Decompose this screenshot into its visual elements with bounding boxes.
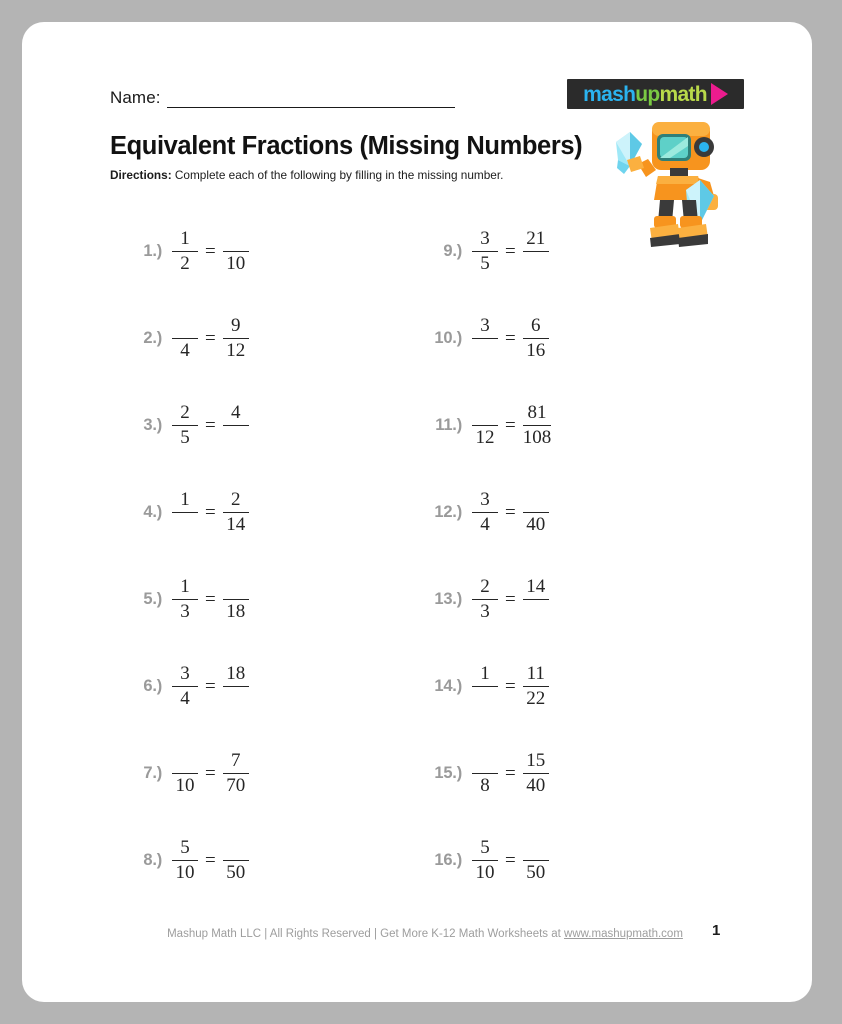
page-title: Equivalent Fractions (Missing Numbers) <box>110 132 583 160</box>
left-fraction <box>172 664 198 709</box>
fraction-bar <box>172 425 198 426</box>
right-numerator: 4 <box>230 402 241 423</box>
right-denominator: 18 <box>226 601 246 622</box>
right-denominator: 12 <box>226 340 246 361</box>
left-denominator: 4 <box>480 514 490 535</box>
equation <box>472 490 549 535</box>
right-numerator: 6 <box>530 315 541 336</box>
equals-sign: = <box>205 675 216 697</box>
left-fraction <box>472 229 498 274</box>
left-numerator-blank[interactable] <box>175 316 195 336</box>
equals-sign: = <box>205 501 216 523</box>
right-numerator: 9 <box>230 315 241 336</box>
right-denominator-blank[interactable] <box>526 602 546 622</box>
fraction-bar <box>472 512 498 513</box>
right-numerator: 2 <box>230 489 241 510</box>
name-label: Name: <box>110 88 161 107</box>
left-fraction <box>172 490 198 535</box>
left-denominator: 4 <box>180 688 190 709</box>
left-denominator: 12 <box>475 427 495 448</box>
right-fraction <box>523 229 549 274</box>
right-denominator: 40 <box>526 514 546 535</box>
footer-url-link[interactable]: www.mashupmath.com <box>564 928 683 940</box>
problem-number: 13.) <box>434 590 462 608</box>
footer <box>110 928 740 940</box>
name-input-line[interactable] <box>167 93 455 108</box>
fraction-bar <box>472 686 498 687</box>
problem-number: 12.) <box>434 503 462 521</box>
left-numerator: 3 <box>480 228 490 249</box>
problem-number: 11.) <box>435 416 462 434</box>
left-denominator: 8 <box>480 775 490 796</box>
problems-left-column <box>110 208 450 904</box>
left-numerator: 2 <box>180 402 190 423</box>
equation <box>472 664 549 709</box>
left-fraction <box>172 316 198 361</box>
equation <box>472 838 549 883</box>
problem-row <box>110 382 450 469</box>
problem-row <box>410 469 750 556</box>
fraction-bar <box>223 773 249 774</box>
fraction-bar <box>472 251 498 252</box>
equals-sign: = <box>505 675 516 697</box>
right-numerator: 7 <box>230 750 241 771</box>
left-denominator: 3 <box>480 601 490 622</box>
left-denominator: 5 <box>180 427 190 448</box>
left-denominator: 3 <box>180 601 190 622</box>
equals-sign: = <box>205 414 216 436</box>
left-fraction <box>172 838 198 883</box>
right-fraction <box>223 316 249 361</box>
problem-row <box>110 643 450 730</box>
fraction-bar <box>172 773 198 774</box>
fraction-bar <box>472 773 498 774</box>
page-number: 1 <box>712 922 721 939</box>
problem-number: 9.) <box>443 242 462 260</box>
problem-row <box>410 208 750 295</box>
fraction-bar <box>472 860 498 861</box>
left-fraction <box>172 577 198 622</box>
equation <box>172 838 249 883</box>
play-triangle-icon <box>711 83 728 105</box>
problem-number: 4.) <box>143 503 162 521</box>
left-fraction <box>472 664 498 709</box>
directions-text <box>110 168 503 182</box>
right-numerator: 81 <box>527 402 547 423</box>
fraction-bar <box>223 860 249 861</box>
left-fraction <box>472 490 498 535</box>
fraction-bar <box>523 338 549 339</box>
right-fraction <box>523 577 549 622</box>
right-fraction <box>223 664 249 709</box>
problems-right-column <box>410 208 750 904</box>
fraction-bar <box>523 425 552 426</box>
equation <box>172 229 249 274</box>
equals-sign: = <box>505 414 516 436</box>
left-numerator: 1 <box>180 576 190 597</box>
left-fraction <box>472 838 498 883</box>
right-fraction <box>523 316 549 361</box>
left-fraction <box>472 316 498 361</box>
fraction-bar <box>172 599 198 600</box>
name-field-row <box>110 88 455 108</box>
left-numerator: 3 <box>180 663 190 684</box>
right-fraction <box>523 751 549 796</box>
fraction-bar <box>523 773 549 774</box>
problem-row <box>110 730 450 817</box>
equation <box>472 751 549 796</box>
fraction-bar <box>172 860 198 861</box>
problem-number: 16.) <box>434 851 462 869</box>
right-fraction <box>523 403 552 448</box>
right-numerator: 18 <box>226 663 246 684</box>
equation <box>172 577 249 622</box>
left-fraction <box>472 403 498 448</box>
equation <box>172 751 249 796</box>
left-denominator: 4 <box>180 340 190 361</box>
fraction-bar <box>172 251 198 252</box>
right-denominator: 16 <box>526 340 546 361</box>
equation <box>172 316 249 361</box>
equals-sign: = <box>205 588 216 610</box>
right-fraction <box>223 577 249 622</box>
problem-row <box>410 643 750 730</box>
right-denominator: 40 <box>526 775 546 796</box>
right-numerator-blank[interactable] <box>526 838 546 858</box>
right-denominator: 22 <box>526 688 546 709</box>
problem-row <box>410 556 750 643</box>
fraction-bar <box>523 686 549 687</box>
footer-text: Mashup Math LLC | All Rights Reserved | Get More K-12 Math Worksheets at <box>167 928 565 940</box>
problem-row <box>110 469 450 556</box>
fraction-bar <box>223 251 249 252</box>
problem-row <box>410 295 750 382</box>
right-denominator: 70 <box>226 775 246 796</box>
right-fraction <box>523 490 549 535</box>
left-fraction <box>472 751 498 796</box>
right-fraction <box>223 751 249 796</box>
problem-number: 8.) <box>143 851 162 869</box>
right-numerator-blank[interactable] <box>226 577 246 597</box>
left-denominator: 5 <box>480 253 490 274</box>
right-numerator-blank[interactable] <box>526 490 546 510</box>
equals-sign: = <box>505 240 516 262</box>
left-numerator: 1 <box>180 228 190 249</box>
left-numerator: 5 <box>480 837 490 858</box>
left-numerator: 1 <box>180 489 190 510</box>
fraction-bar <box>523 860 549 861</box>
equals-sign: = <box>505 849 516 871</box>
logo-text-up: up <box>635 82 660 106</box>
problem-row <box>110 295 450 382</box>
fraction-bar <box>523 251 549 252</box>
directions-label: Directions: <box>110 168 172 182</box>
equation <box>172 490 249 535</box>
left-fraction <box>172 751 198 796</box>
right-denominator-blank[interactable] <box>226 689 246 709</box>
equation <box>472 316 549 361</box>
left-numerator-blank[interactable] <box>475 751 495 771</box>
problem-row <box>110 208 450 295</box>
problem-number: 7.) <box>143 764 162 782</box>
fraction-bar <box>223 686 249 687</box>
problem-number: 14.) <box>434 677 462 695</box>
problem-number: 6.) <box>143 677 162 695</box>
fraction-bar <box>472 425 498 426</box>
left-numerator: 1 <box>480 663 490 684</box>
equals-sign: = <box>505 327 516 349</box>
worksheet-page <box>22 22 812 1002</box>
fraction-bar <box>223 338 249 339</box>
right-numerator: 14 <box>526 576 546 597</box>
equation <box>472 403 551 448</box>
left-denominator: 10 <box>475 862 495 883</box>
fraction-bar <box>172 338 198 339</box>
fraction-bar <box>172 686 198 687</box>
equals-sign: = <box>505 588 516 610</box>
problem-row <box>410 730 750 817</box>
left-denominator-blank[interactable] <box>475 689 495 709</box>
problem-row <box>410 382 750 469</box>
logo-text-math: math <box>659 82 707 106</box>
left-fraction <box>172 229 198 274</box>
logo-text-mash: mash <box>583 82 636 106</box>
left-fraction <box>172 403 198 448</box>
fraction-bar <box>523 512 549 513</box>
right-fraction <box>223 229 249 274</box>
equals-sign: = <box>505 501 516 523</box>
right-numerator-blank[interactable] <box>226 838 246 858</box>
right-denominator: 50 <box>526 862 546 883</box>
problem-number: 10.) <box>434 329 462 347</box>
equals-sign: = <box>205 240 216 262</box>
right-fraction <box>223 838 249 883</box>
left-denominator-blank[interactable] <box>175 515 195 535</box>
right-numerator: 11 <box>526 663 545 684</box>
left-denominator: 2 <box>180 253 190 274</box>
problem-row <box>110 817 450 904</box>
left-denominator-blank[interactable] <box>475 341 495 361</box>
left-denominator: 10 <box>175 775 195 796</box>
equation <box>172 664 249 709</box>
right-fraction <box>523 838 549 883</box>
problem-number: 15.) <box>434 764 462 782</box>
right-denominator-blank[interactable] <box>526 254 546 274</box>
equals-sign: = <box>205 327 216 349</box>
right-denominator: 108 <box>522 427 552 448</box>
fraction-bar <box>223 599 249 600</box>
right-denominator-blank[interactable] <box>226 428 246 448</box>
fraction-bar <box>472 338 498 339</box>
equation <box>472 229 549 274</box>
problem-number: 5.) <box>143 590 162 608</box>
right-denominator: 10 <box>226 253 246 274</box>
left-numerator-blank[interactable] <box>175 751 195 771</box>
right-numerator-blank[interactable] <box>226 229 246 249</box>
fraction-bar <box>223 425 249 426</box>
left-fraction <box>472 577 498 622</box>
fraction-bar <box>223 512 249 513</box>
right-fraction <box>523 664 549 709</box>
right-denominator: 50 <box>226 862 246 883</box>
right-fraction <box>223 490 249 535</box>
left-numerator: 5 <box>180 837 190 858</box>
left-numerator: 3 <box>480 315 490 336</box>
left-numerator: 2 <box>480 576 490 597</box>
equals-sign: = <box>205 762 216 784</box>
left-numerator-blank[interactable] <box>475 403 495 423</box>
right-fraction <box>223 403 249 448</box>
equation <box>472 577 549 622</box>
left-denominator: 10 <box>175 862 195 883</box>
right-denominator: 14 <box>226 514 246 535</box>
fraction-bar <box>523 599 549 600</box>
right-numerator: 15 <box>526 750 546 771</box>
problem-number: 2.) <box>143 329 162 347</box>
directions-body: Complete each of the following by filling in the missing number. <box>171 168 504 182</box>
equals-sign: = <box>505 762 516 784</box>
equals-sign: = <box>205 849 216 871</box>
problem-row <box>110 556 450 643</box>
fraction-bar <box>172 512 198 513</box>
right-numerator: 21 <box>526 228 546 249</box>
problem-number: 1.) <box>143 242 162 260</box>
left-numerator: 3 <box>480 489 490 510</box>
problem-row <box>410 817 750 904</box>
fraction-bar <box>472 599 498 600</box>
problem-number: 3.) <box>143 416 162 434</box>
equation <box>172 403 249 448</box>
